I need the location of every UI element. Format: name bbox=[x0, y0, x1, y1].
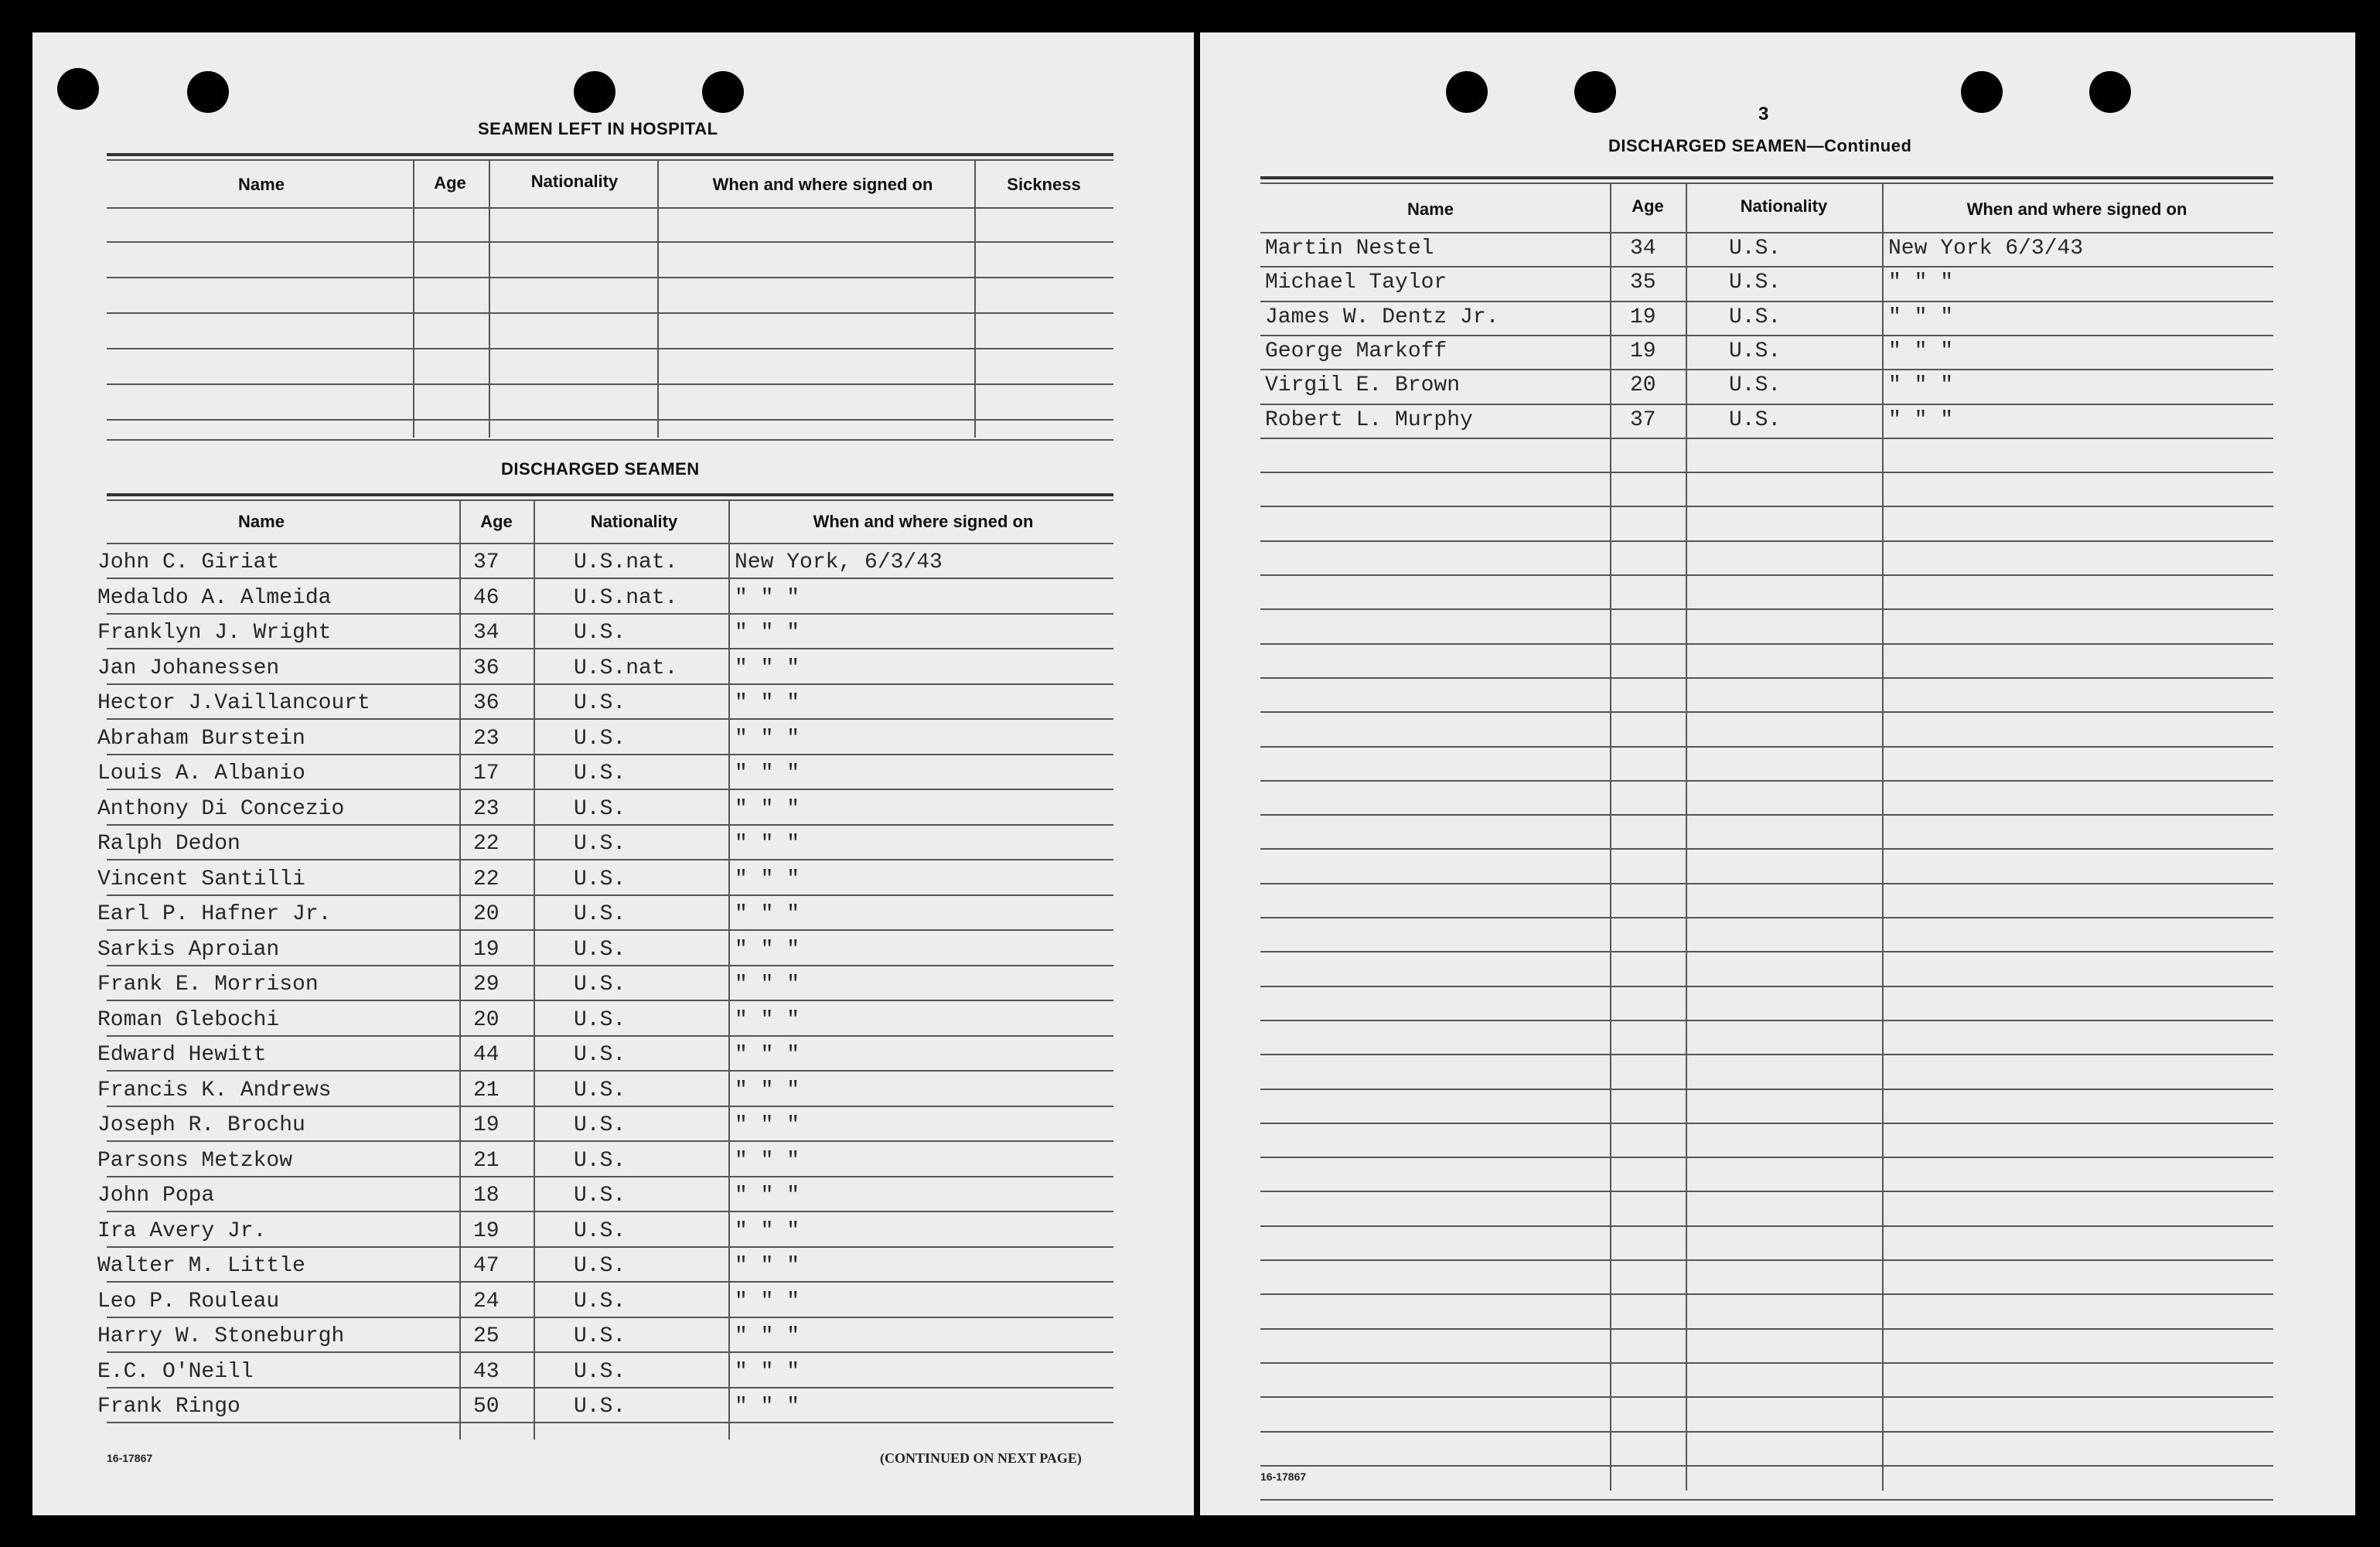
discharged-when-where: " " " bbox=[735, 973, 800, 997]
rule bbox=[1260, 472, 2273, 473]
column-divider bbox=[974, 159, 976, 438]
discharged-age: 20 bbox=[473, 902, 500, 926]
punch-hole bbox=[702, 71, 744, 113]
left-page bbox=[32, 32, 1194, 1515]
rule bbox=[107, 439, 1113, 441]
rule bbox=[1260, 986, 2273, 987]
discharged-age: 36 bbox=[473, 656, 500, 680]
discharged-name: Francis K. Andrews bbox=[97, 1078, 332, 1102]
rule bbox=[107, 159, 1113, 161]
rule bbox=[1260, 1328, 2273, 1330]
discharged-age: 37 bbox=[473, 550, 500, 574]
discharged-name: Frank E. Morrison bbox=[97, 973, 319, 997]
discharged-continued-title: DISCHARGED SEAMEN—Continued bbox=[1608, 136, 1912, 155]
discharged-name: Roman Glebochi bbox=[97, 1008, 280, 1032]
rule bbox=[1260, 335, 2273, 336]
punch-hole bbox=[2089, 71, 2131, 113]
discharged-age: 24 bbox=[473, 1290, 500, 1314]
column-divider bbox=[1686, 182, 1687, 1491]
discharged-age: 43 bbox=[473, 1360, 500, 1384]
discharged-nationality: U.S. bbox=[574, 1113, 626, 1137]
continued-age: 19 bbox=[1630, 339, 1656, 363]
discharged-age: 19 bbox=[473, 938, 500, 962]
right-page bbox=[1200, 32, 2355, 1515]
rule bbox=[107, 683, 1113, 685]
discharged-header-age: Age bbox=[480, 512, 513, 531]
discharged-nationality: U.S. bbox=[574, 1078, 626, 1102]
discharged-age: 47 bbox=[473, 1254, 500, 1278]
discharged-when-where: " " " bbox=[735, 797, 800, 821]
rule bbox=[1260, 1396, 2273, 1398]
rule bbox=[107, 1106, 1113, 1107]
column-divider bbox=[534, 499, 535, 1440]
discharged-when-where: New York, 6/3/43 bbox=[735, 550, 943, 574]
rule bbox=[107, 543, 1113, 544]
discharged-when-where: " " " bbox=[735, 902, 800, 926]
discharged-age: 17 bbox=[473, 762, 500, 785]
discharged-name: Anthony Di Concezio bbox=[97, 797, 345, 821]
continued-header-age: Age bbox=[1632, 196, 1664, 216]
discharged-nationality: U.S. bbox=[574, 727, 626, 751]
rule bbox=[1260, 780, 2273, 782]
rule bbox=[1260, 1465, 2273, 1467]
hospital-section-title: SEAMEN LEFT IN HOSPITAL bbox=[478, 119, 718, 138]
rule bbox=[107, 929, 1113, 931]
discharged-nationality: U.S. bbox=[574, 867, 626, 891]
discharged-nationality: U.S.nat. bbox=[574, 656, 678, 680]
rule bbox=[1260, 1362, 2273, 1364]
discharged-name: Abraham Burstein bbox=[97, 727, 305, 751]
discharged-age: 46 bbox=[473, 586, 500, 610]
discharged-when-where: " " " bbox=[735, 867, 800, 891]
rule bbox=[107, 578, 1113, 579]
rule bbox=[1260, 1259, 2273, 1261]
rule bbox=[1260, 1123, 2273, 1124]
discharged-nationality: U.S. bbox=[574, 902, 626, 926]
discharged-name: Ralph Dedon bbox=[97, 832, 240, 856]
continued-name: Virgil E. Brown bbox=[1265, 373, 1461, 397]
discharged-when-where: " " " bbox=[735, 1184, 800, 1208]
continued-name: George Markoff bbox=[1265, 339, 1447, 363]
punch-hole bbox=[1961, 71, 2003, 113]
discharged-when-where: " " " bbox=[735, 832, 800, 856]
discharged-when-where: " " " bbox=[735, 1290, 800, 1314]
continued-when-where: New York 6/3/43 bbox=[1888, 237, 2084, 261]
discharged-when-where: " " " bbox=[735, 1149, 800, 1173]
hospital-header-nationality: Nationality bbox=[530, 172, 619, 191]
rule bbox=[1260, 1293, 2273, 1295]
rule bbox=[1260, 369, 2273, 370]
discharged-age: 18 bbox=[473, 1184, 500, 1208]
rule bbox=[107, 419, 1113, 421]
continued-age: 20 bbox=[1630, 373, 1656, 397]
continued-age: 19 bbox=[1630, 305, 1656, 329]
discharged-name: Ira Avery Jr. bbox=[97, 1219, 267, 1243]
rule bbox=[107, 718, 1113, 720]
form-code: 16-17867 bbox=[1260, 1470, 1307, 1483]
discharged-when-where: " " " bbox=[735, 1219, 800, 1243]
rule bbox=[1260, 1089, 2273, 1090]
rule bbox=[107, 1035, 1113, 1037]
column-divider bbox=[1882, 182, 1884, 1491]
continued-header-name: Name bbox=[1407, 199, 1454, 219]
rule bbox=[1260, 1499, 2273, 1501]
discharged-nationality: U.S. bbox=[574, 1219, 626, 1243]
rule bbox=[107, 1140, 1113, 1142]
discharged-age: 25 bbox=[473, 1324, 500, 1348]
discharged-age: 50 bbox=[473, 1395, 500, 1419]
discharged-name: Earl P. Hafner Jr. bbox=[97, 902, 332, 926]
rule bbox=[107, 613, 1113, 615]
rule bbox=[107, 1351, 1113, 1353]
discharged-nationality: U.S. bbox=[574, 1324, 626, 1348]
discharged-name: Walter M. Little bbox=[97, 1254, 305, 1278]
discharged-nationality: U.S. bbox=[574, 762, 626, 785]
discharged-name: Edward Hewitt bbox=[97, 1043, 267, 1067]
rule bbox=[1260, 848, 2273, 850]
continued-note: (CONTINUED ON NEXT PAGE) bbox=[880, 1450, 1082, 1466]
rule bbox=[1260, 232, 2273, 233]
discharged-name: Harry W. Stoneburgh bbox=[97, 1324, 345, 1348]
discharged-nationality: U.S. bbox=[574, 1360, 626, 1384]
discharged-name: Joseph R. Brochu bbox=[97, 1113, 305, 1137]
continued-header-nationality: Nationality bbox=[1740, 196, 1828, 216]
column-divider bbox=[413, 159, 414, 438]
discharged-age: 29 bbox=[473, 973, 500, 997]
discharged-when-where: " " " bbox=[735, 621, 800, 645]
rule bbox=[107, 754, 1113, 755]
rule bbox=[107, 648, 1113, 649]
rule bbox=[1260, 438, 2273, 439]
rule bbox=[1260, 711, 2273, 713]
rule bbox=[1260, 1054, 2273, 1055]
discharged-name: E.C. O'Neill bbox=[97, 1360, 254, 1384]
rule bbox=[1260, 1157, 2273, 1158]
discharged-name: Franklyn J. Wright bbox=[97, 621, 332, 645]
rule bbox=[1260, 1431, 2273, 1433]
discharged-name: Sarkis Aproian bbox=[97, 938, 280, 962]
discharged-when-where: " " " bbox=[735, 1360, 800, 1384]
continued-age: 37 bbox=[1630, 408, 1656, 432]
continued-header-when-where: When and where signed on bbox=[1966, 199, 2187, 219]
rule bbox=[1260, 608, 2273, 610]
discharged-age: 21 bbox=[473, 1149, 500, 1173]
rule bbox=[1260, 951, 2273, 952]
discharged-nationality: U.S. bbox=[574, 1254, 626, 1278]
discharged-nationality: U.S. bbox=[574, 621, 626, 645]
discharged-when-where: " " " bbox=[735, 656, 800, 680]
discharged-when-where: " " " bbox=[735, 1043, 800, 1067]
rule bbox=[107, 241, 1113, 243]
discharged-when-where: " " " bbox=[735, 1113, 800, 1137]
rule bbox=[1260, 540, 2273, 542]
discharged-nationality: U.S. bbox=[574, 973, 626, 997]
rule bbox=[107, 312, 1113, 314]
discharged-nationality: U.S. bbox=[574, 1395, 626, 1419]
continued-nationality: U.S. bbox=[1729, 339, 1782, 363]
punch-hole bbox=[187, 71, 229, 113]
discharged-age: 23 bbox=[473, 797, 500, 821]
discharged-nationality: U.S. bbox=[574, 1008, 626, 1032]
column-divider bbox=[728, 499, 730, 1440]
hospital-header-when-where: When and where signed on bbox=[712, 175, 933, 194]
discharged-age: 23 bbox=[473, 727, 500, 751]
rule bbox=[1260, 746, 2273, 748]
discharged-name: John C. Giriat bbox=[97, 550, 280, 574]
hospital-header-sickness: Sickness bbox=[1007, 175, 1081, 194]
discharged-name: Parsons Metzkow bbox=[97, 1149, 293, 1173]
discharged-nationality: U.S. bbox=[574, 938, 626, 962]
form-code: 16-17867 bbox=[107, 1452, 153, 1464]
column-divider bbox=[1610, 182, 1611, 1491]
column-divider bbox=[459, 499, 461, 1440]
continued-nationality: U.S. bbox=[1729, 373, 1782, 397]
discharged-when-where: " " " bbox=[735, 762, 800, 785]
continued-age: 34 bbox=[1630, 237, 1656, 261]
continued-nationality: U.S. bbox=[1729, 237, 1782, 261]
column-divider bbox=[489, 159, 490, 438]
rule bbox=[1260, 1191, 2273, 1192]
discharged-header-name: Name bbox=[238, 512, 285, 531]
rule bbox=[107, 1422, 1113, 1423]
discharged-name: Louis A. Albanio bbox=[97, 762, 305, 785]
discharged-age: 36 bbox=[473, 691, 500, 715]
discharged-when-where: " " " bbox=[735, 691, 800, 715]
continued-when-where: " " " bbox=[1888, 373, 1954, 397]
discharged-header-nationality: Nationality bbox=[590, 512, 678, 531]
rule bbox=[107, 894, 1113, 896]
rule bbox=[1260, 643, 2273, 645]
rule bbox=[107, 859, 1113, 860]
punch-hole bbox=[1574, 71, 1616, 113]
rule bbox=[1260, 883, 2273, 884]
discharged-age: 22 bbox=[473, 867, 500, 891]
discharged-name: John Popa bbox=[97, 1184, 215, 1208]
continued-name: Martin Nestel bbox=[1265, 237, 1434, 261]
discharged-header-when-where: When and where signed on bbox=[813, 512, 1034, 531]
continued-when-where: " " " bbox=[1888, 305, 1954, 329]
continued-nationality: U.S. bbox=[1729, 305, 1782, 329]
discharged-nationality: U.S.nat. bbox=[574, 586, 678, 610]
continued-age: 35 bbox=[1630, 271, 1656, 295]
rule bbox=[1260, 677, 2273, 679]
rule bbox=[107, 1387, 1113, 1389]
rule bbox=[1260, 266, 2273, 267]
discharged-section-title: DISCHARGED SEAMEN bbox=[501, 459, 700, 479]
rule bbox=[107, 1281, 1113, 1283]
rule bbox=[1260, 506, 2273, 507]
discharged-when-where: " " " bbox=[735, 586, 800, 610]
rule bbox=[107, 1246, 1113, 1248]
rule bbox=[1260, 1020, 2273, 1021]
hospital-header-age: Age bbox=[434, 173, 466, 193]
discharged-nationality: U.S. bbox=[574, 1184, 626, 1208]
rule bbox=[107, 1176, 1113, 1177]
rule bbox=[107, 207, 1113, 209]
discharged-name: Jan Johanessen bbox=[97, 656, 280, 680]
discharged-when-where: " " " bbox=[735, 1395, 800, 1419]
discharged-when-where: " " " bbox=[735, 727, 800, 751]
discharged-nationality: U.S. bbox=[574, 832, 626, 856]
continued-name: Robert L. Murphy bbox=[1265, 408, 1473, 432]
rule bbox=[107, 1317, 1113, 1318]
page-number: 3 bbox=[1758, 104, 1769, 124]
hospital-header-name: Name bbox=[238, 175, 285, 194]
discharged-name: Medaldo A. Almeida bbox=[97, 586, 332, 610]
continued-when-where: " " " bbox=[1888, 339, 1954, 363]
rule bbox=[107, 789, 1113, 790]
discharged-age: 21 bbox=[473, 1078, 500, 1102]
rule bbox=[107, 1211, 1113, 1212]
rule bbox=[1260, 917, 2273, 918]
continued-name: Michael Taylor bbox=[1265, 271, 1447, 295]
punch-hole bbox=[574, 71, 615, 113]
discharged-when-where: " " " bbox=[735, 1008, 800, 1032]
discharged-when-where: " " " bbox=[735, 1254, 800, 1278]
rule bbox=[1260, 1225, 2273, 1227]
rule bbox=[107, 153, 1113, 156]
rule bbox=[107, 1000, 1113, 1001]
discharged-age: 19 bbox=[473, 1113, 500, 1137]
rule bbox=[107, 1070, 1113, 1072]
punch-hole bbox=[57, 68, 99, 110]
column-divider bbox=[657, 159, 659, 438]
discharged-nationality: U.S. bbox=[574, 691, 626, 715]
discharged-age: 22 bbox=[473, 832, 500, 856]
discharged-nationality: U.S. bbox=[574, 1149, 626, 1173]
continued-when-where: " " " bbox=[1888, 271, 1954, 295]
discharged-name: Frank Ringo bbox=[97, 1395, 240, 1419]
rule bbox=[107, 499, 1113, 501]
rule bbox=[107, 277, 1113, 278]
rule bbox=[1260, 182, 2273, 184]
discharged-age: 20 bbox=[473, 1008, 500, 1032]
discharged-when-where: " " " bbox=[735, 1324, 800, 1348]
discharged-when-where: " " " bbox=[735, 938, 800, 962]
discharged-name: Leo P. Rouleau bbox=[97, 1290, 280, 1314]
discharged-age: 34 bbox=[473, 621, 500, 645]
discharged-nationality: U.S.nat. bbox=[574, 550, 678, 574]
discharged-name: Vincent Santilli bbox=[97, 867, 305, 891]
discharged-nationality: U.S. bbox=[574, 797, 626, 821]
discharged-age: 19 bbox=[473, 1219, 500, 1243]
rule bbox=[107, 824, 1113, 826]
rule bbox=[1260, 814, 2273, 816]
rule bbox=[107, 348, 1113, 349]
rule bbox=[1260, 574, 2273, 576]
continued-nationality: U.S. bbox=[1729, 408, 1782, 432]
discharged-when-where: " " " bbox=[735, 1078, 800, 1102]
rule bbox=[107, 383, 1113, 385]
discharged-nationality: U.S. bbox=[574, 1290, 626, 1314]
discharged-age: 44 bbox=[473, 1043, 500, 1067]
punch-hole bbox=[1446, 71, 1488, 113]
discharged-nationality: U.S. bbox=[574, 1043, 626, 1067]
rule bbox=[1260, 176, 2273, 179]
continued-nationality: U.S. bbox=[1729, 271, 1782, 295]
continued-when-where: " " " bbox=[1888, 408, 1954, 432]
continued-name: James W. Dentz Jr. bbox=[1265, 305, 1499, 329]
rule bbox=[107, 493, 1113, 496]
rule bbox=[1260, 404, 2273, 405]
rule bbox=[107, 965, 1113, 966]
rule bbox=[1260, 301, 2273, 302]
discharged-name: Hector J.Vaillancourt bbox=[97, 691, 370, 715]
